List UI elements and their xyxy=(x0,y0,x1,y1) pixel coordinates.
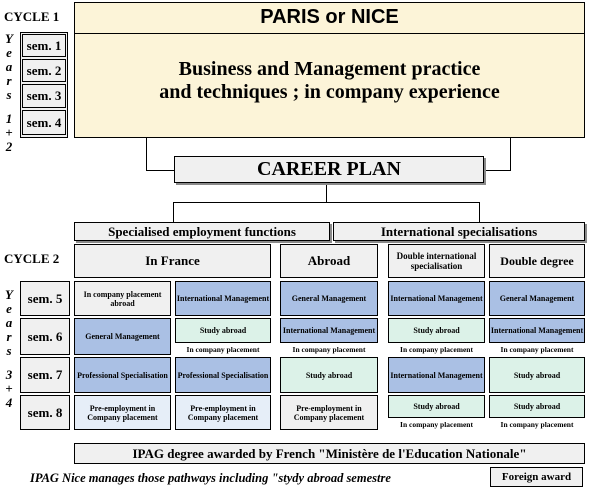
semester-cell: sem. 3 xyxy=(22,84,66,108)
pathway-cell: In company placement abroad xyxy=(74,281,171,316)
placement-note: In company placement xyxy=(186,344,260,354)
pathway-cell: Study abroad xyxy=(489,357,585,393)
pathway-cell: General Management xyxy=(489,281,585,316)
placement-note: In company placement xyxy=(400,344,473,354)
branch-international: International specialisations xyxy=(333,222,585,241)
pathway-cell: General Management xyxy=(280,281,378,316)
connector-line xyxy=(146,170,174,171)
cycle1-years-vertical: Y e a r s 1 + 2 xyxy=(5,31,13,154)
placement-note: In company placement xyxy=(400,419,473,429)
degree-banner: IPAG degree awarded by French "Ministère de l'Education Nationale" xyxy=(74,443,585,464)
semester-cell: sem. 6 xyxy=(20,318,70,355)
placement-note: In company placement xyxy=(500,419,574,429)
column-double-degree: Double degree xyxy=(489,244,585,278)
pathway-cell: Professional Specialisation xyxy=(175,357,271,393)
cycle1-label: CYCLE 1 xyxy=(4,9,60,24)
connector-line xyxy=(146,138,147,170)
semester-cell: sem. 7 xyxy=(20,357,70,393)
semester-cell: sem. 2 xyxy=(22,59,66,82)
location-title: PARIS or NICE xyxy=(74,2,585,34)
pathway-cell: Professional Specialisation xyxy=(74,357,171,393)
connector-line xyxy=(510,138,511,170)
connector-line xyxy=(173,202,174,222)
branch-specialised: Specialised employment functions xyxy=(74,222,330,241)
pathway-cell: Study abroad xyxy=(489,395,585,418)
pathway-cell: Pre-employment in Company placement xyxy=(74,395,171,430)
pathway-cell: General Management xyxy=(74,318,171,355)
column-double-international: Double international specialisation xyxy=(388,244,485,278)
pathway-cell: Study abroad xyxy=(175,318,271,343)
program-description: Business and Management practice and techniques ; in company experience xyxy=(159,58,500,103)
semester-cell: sem. 8 xyxy=(20,395,70,430)
pathway-cell: International Management xyxy=(388,281,485,316)
semester-cell: sem. 1 xyxy=(22,34,66,57)
pathway-cell: Study abroad xyxy=(388,395,485,418)
semester-cell: sem. 4 xyxy=(22,110,66,135)
pathway-cell: Study abroad xyxy=(280,357,378,393)
placement-note: In company placement xyxy=(500,344,574,354)
career-plan-box: CAREER PLAN xyxy=(174,156,484,183)
pathway-cell: Pre-employment in Company placement xyxy=(280,395,378,430)
pathway-cell: International Management xyxy=(388,357,485,393)
pathway-cell: International Management xyxy=(175,281,271,316)
pathway-cell: International Management xyxy=(280,318,378,343)
connector-line xyxy=(173,202,480,203)
semester-cell: sem. 5 xyxy=(20,281,70,316)
pathway-cell: Pre-employment in Company placement xyxy=(175,395,271,430)
connector-line xyxy=(326,185,327,202)
column-in-france: In France xyxy=(74,244,271,278)
nice-note: IPAG Nice manages those pathways including "stydy abroad semestre xyxy=(30,471,391,485)
placement-note: In company placement xyxy=(292,344,366,354)
pathway-cell: Study abroad xyxy=(388,318,485,343)
foreign-award-box: Foreign award xyxy=(490,467,583,487)
pathway-cell: International Management xyxy=(489,318,585,343)
cycle2-label: CYCLE 2 xyxy=(4,251,60,266)
cycle2-years-vertical: Y e a r s 3 + 4 xyxy=(5,287,13,410)
column-abroad: Abroad xyxy=(280,244,378,278)
connector-line xyxy=(479,202,480,222)
connector-line xyxy=(484,170,511,171)
